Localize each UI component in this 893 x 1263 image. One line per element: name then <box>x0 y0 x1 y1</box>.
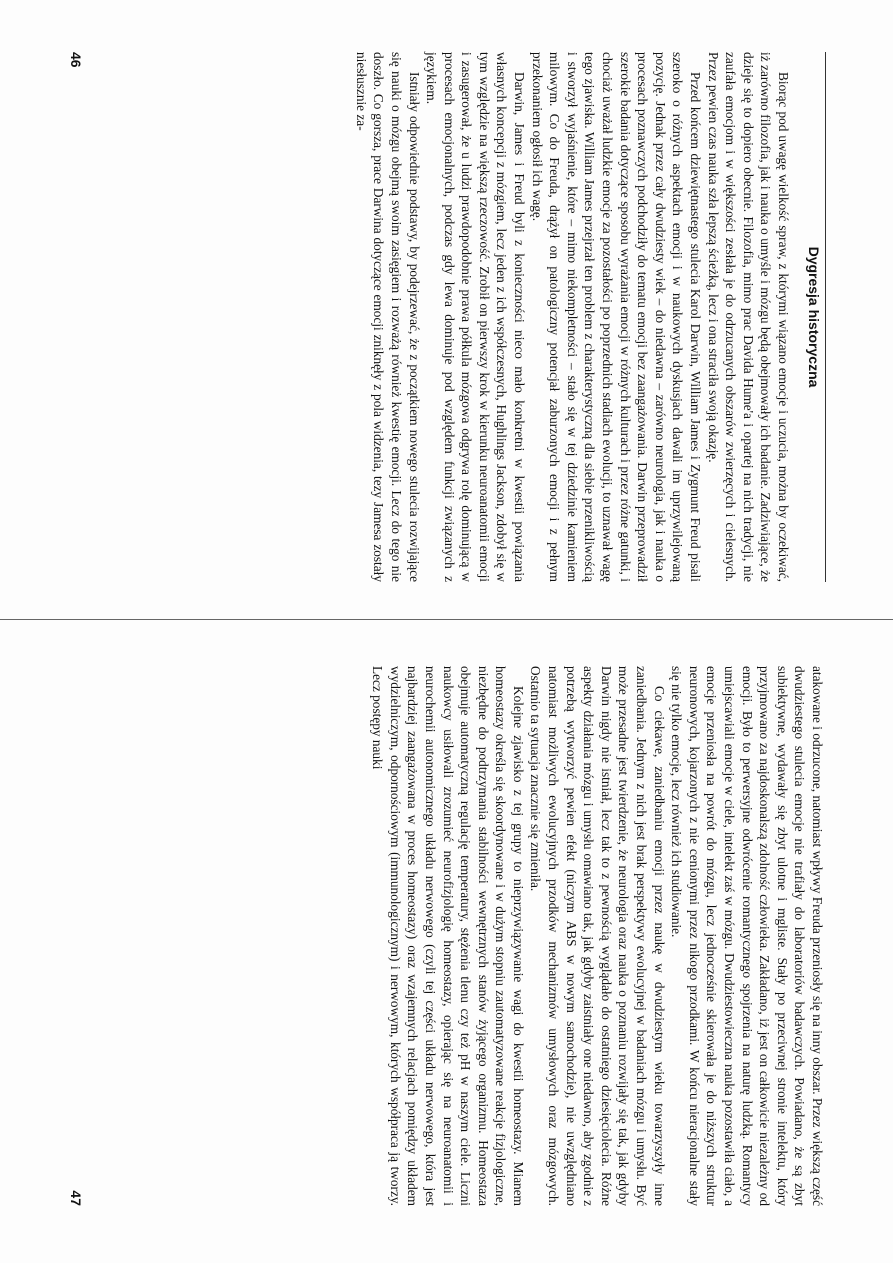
page-number: 46 <box>68 52 84 68</box>
section-title <box>806 52 826 582</box>
paragraph: Darwin, James i Freud byli z konieczności nieco mało konkretni w kwestii powiązania własnych koncepcji z mózgiem, lecz jeden z ich współczesnych, Hughlings Jackson, zdobył się w tym względzie na większą rzeczowość. Zrobił on pierwszy krok w kierunku neuroanatomii emocji i zasugerował, że u ludzi prawdopodobnie prawa półkula mózgowa odgrywa rolę dominującą w procesach emocjonalnych, podczas gdy lewa dominuje pod względem funkcji związanych z językiem. <box>424 52 528 582</box>
page-46 <box>26 22 826 622</box>
paragraph: atakowane i odrzucone, natomiast wpływy Freuda przeniosły się na inny obszar. Przez większą część dwudziestego stulecia emocje nie trafiały do laboratoriów badawczych. Powiadano, że są zbyt subiektywne, wydawały się zbyt ulotne i mgliste. Stały po przeciwnej stronie intelektu, który przyjmowano za najdoskonalszą zdolność człowieka. Zakładano, iż jest on całkowicie niezależny od emocji. Było to perwersyjne odwrócenie romantycznego spojrzenia na naturę ludzką. Romantycy umiejscawiali emocje w ciele, intelekt zaś w mózgu. Dwudziestowieczna nauka pozostawiła ciało, a emocje przeniosła na powrót do mózgu, lecz jednocześnie skierowała je do niższych struktur neuronowych, kojarzonych z nie cenionymi przez nikogo przodkami. W końcu nieracjonalne stały się nie tylko emocje, lecz również ich studiowanie. <box>669 666 825 1206</box>
text-column <box>352 52 792 582</box>
paragraph: Istniały odpowiednie podstawy, by podejrzewać, że z początkiem nowego stulecia rozwijające się nauki o mózgu obejmą swoim zasięgiem i rozważą również kwestię emocji. Lecz do tego nie doszło. Co gorsza, prace Darwina dotyczące emocji zniknęły z pola widzenia, tezy Jamesa zostały niesłusznie za- <box>353 52 422 582</box>
paragraph: Kolejne zjawisko z tej grupy to nieprzywiązywanie wagi do kwestii homeostazy. Mianem homeostazy określa się skoordynowane i w dużym stopniu zautomatyzowane reakcje fizjologiczne, niezbędne do podtrzymania stabilności wewnętrznych stanów żyjącego organizmu. Homeostaza obejmuje automatyczną regulację temperatury, stężenia tlenu czy też pH w naszym ciele. Liczni naukowcy usiłowali zrozumieć neurofizjologię homeostazy, opierając się na neuroanatomii i neurochemii autonomicznego układu nerwowego (czyli tej części układu nerwowego, która jest najbardziej zaangażowana w proces homeostazy) oraz wzajemnych relacjach pomiędzy układem wydzielniczym, odpornościowym (immunologicznym) i nerwowym, których współpraca ją tworzy. Lecz postępy nauki <box>370 666 526 1206</box>
paragraph: Przed końcem dziewiętnastego stulecia Karol Darwin, William James i Zygmunt Freud pisali szeroko o różnych aspektach emocji i w naukowych dyskusjach dawali im uprzywilejowaną pozycję. Jednak przez cały dwudziesty wiek – do niedawna – zarówno neurologia, jak i nauka o procesach poznawczych podchodziły do tematu emocji bez zaangażowania. Darwin przeprowadził szerokie badania dotyczące sposobu wyrażania emocji w różnych kulturach i przez różne gatunki, i chociaż uważał ludzkie emocje za pozostałości po poprzednich stadiach ewolucji, to uznawał wagę tego zjawiska. William James przejrzał ten problem z charakterystyczną dla siebie przenikliwością i stworzył wyjaśnienie, które – mimo niekompletności – stało się w tej dziedzinie kamieniem milowym. Co do Freuda, drążył on patologiczny potencjał zaburzonych emocji i z pełnym przekonaniem ogłosił ich wagę. <box>529 52 704 582</box>
title-rule <box>825 52 826 582</box>
page-number: 47 <box>68 1190 84 1206</box>
section-title-text: Dygresja historyczna <box>806 246 822 388</box>
paragraph: Biorąc pod uwagę wielkość spraw, z którymi wiązano emocje i uczucia, można by oczekiwać, iż zarówno filozofia, jak i nauka o umyśle i mózgu będą obejmowały ich badanie. Zadziwiające, że dzieje się to dopiero obecnie. Filozofia, mimo prac Davida Hume'a i opartej na nich tradycji, nie zaufała emocjom i w większości zesłała je do odrzucanych obszarów zwierzęcych i cielesnych. Przez pewien czas nauka szła lepszą ścieżką, lecz i ona straciła swoją okazję. <box>705 52 791 582</box>
paragraph: Co ciekawe, zaniedbaniu emocji przez naukę w dwudziestym wieku towarzyszyły inne zaniedbania. Jednym z nich jest brak perspektywy ewolucyjnej w badaniach mózgu i umysłu. Być może przesadne jest twierdzenie, że neurologia oraz nauka o poznaniu rozwijały się tak, jak gdyby Darwin nigdy nie istniał, lecz tak to z pewnością wyglądało do ostatniego dziesięciolecia. Różne aspekty działania mózgu i umysłu omawiano tak, jak gdyby zaistniały one niedawno, aby zgodnie z potrzebą wytworzyć pewien efekt (niczym ABS w nowym samochodzie), nie uwzględniano natomiast możliwych ewolucyjnych przodków mechanizmów umysłowych oraz mózgowych. Ostatnio ta sytuacja znacznie się zmieniła. <box>528 666 667 1206</box>
page-divider <box>0 619 893 620</box>
page-47 <box>26 636 826 1246</box>
text-column <box>369 666 826 1206</box>
